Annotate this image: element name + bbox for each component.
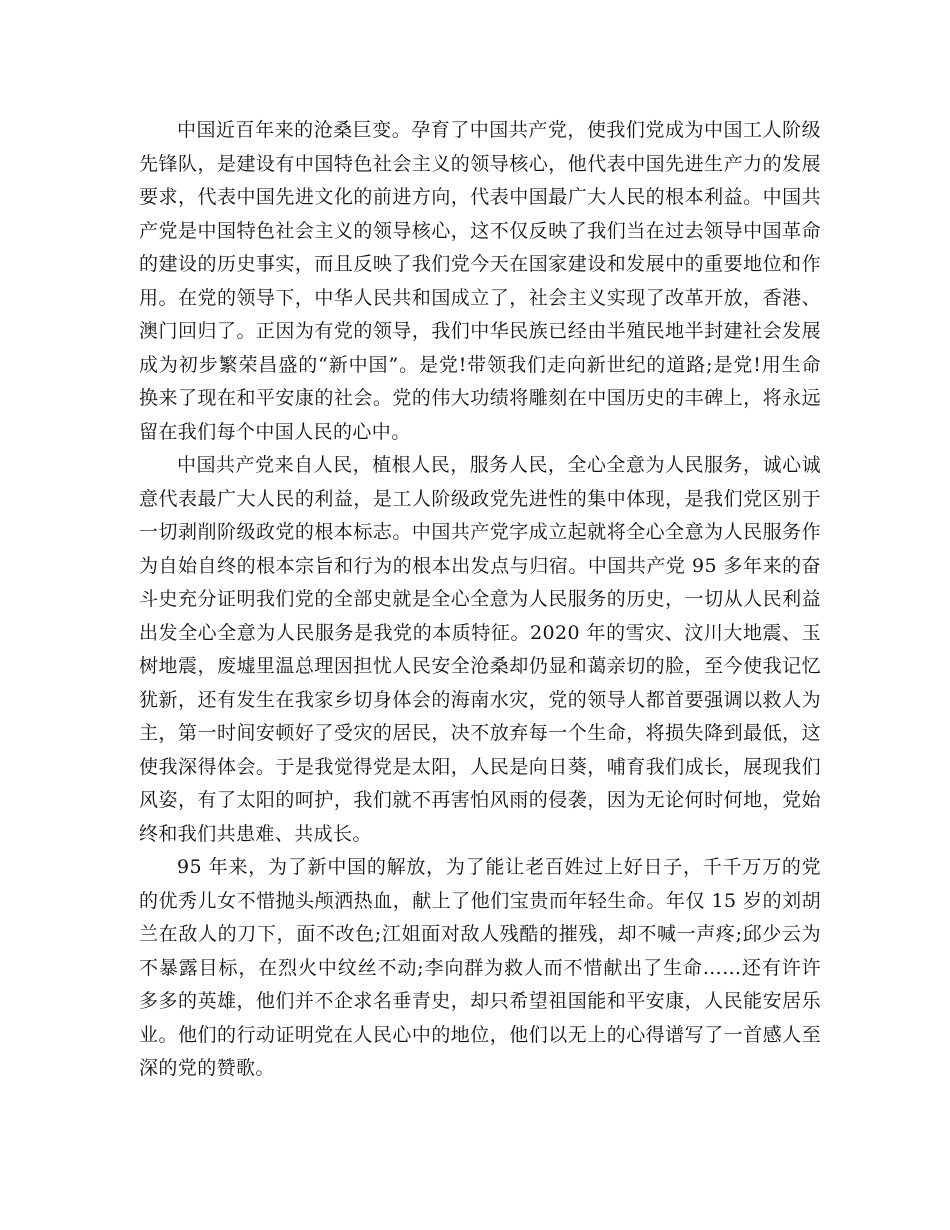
paragraph-3: 95 年来，为了新中国的解放，为了能让老百姓过上好日子，千千万万的党的优秀儿女不惜抛头颅洒热血，献上了他们宝贵而年轻生命。年仅 15 岁的刘胡兰在敌人的刀下，面不改色;江姐面对敌人残酷的摧残，却不喊一声疼;邱少云为不暴露目标，在烈火中纹丝不动;李向群为救人而不惜献出了生命……还有许许多多的英雄，他们并不企求名垂青史，却只希望祖国能和平安康，人民能安居乐业。他们的行动证明党在人民心中的地位，他们以无上的心得谱写了一首感人至深的党的赞歌。: [139, 856, 821, 1079]
paragraph-1: 中国近百年来的沧桑巨变。孕育了中国共产党，使我们党成为中国工人阶级先锋队，是建设有中国特色社会主义的领导核心，他代表中国先进生产力的发展要求，代表中国先进文化的前进方向，代表中国最广大人民的根本利益。中国共产党是中国特色社会主义的领导核心，这不仅反映了我们当在过去领导中国革命的建设的历史事实，而且反映了我们党今天在国家建设和发展中的重要地位和作用。在党的领导下，中华人民共和国成立了，社会主义实现了改革开放，香港、澳门回归了。正因为有党的领导，我们中华民族已经由半殖民地半封建社会发展成为初步繁荣昌盛的“新中国”。是党!带领我们走向新世纪的道路;是党!用生命换来了现在和平安康的社会。党的伟大功绩将雕刻在中国历史的丰碑上，将永远留在我们每个中国人民的心中。: [139, 119, 821, 443]
document-body: [139, 114, 821, 1086]
paragraph-2: 中国共产党来自人民，植根人民，服务人民，全心全意为人民服务，诚心诚意代表最广大人民的利益，是工人阶级政党先进性的集中体现，是我们党区别于一切剥削阶级政党的根本标志。中国共产党字成立起就将全心全意为人民服务作为自始自终的根本宗旨和行为的根本出发点与归宿。中国共产党 95 多年来的奋斗史充分证明我们党的全部史就是全心全意为人民服务的历史，一切从人民利益出发全心全意为人民服务是我党的本质特征。2020 年的雪灾、汶川大地震、玉树地震，废墟里温总理因担忧人民安全沧桑却仍显和蔼亲切的脸，至今使我记忆犹新，还有发生在我家乡切身体会的海南水灾，党的领导人都首要强调以救人为主，第一时间安顿好了受灾的居民，决不放弃每一个生命，将损失降到最低，这使我深得体会。于是我觉得党是太阳，人民是向日葵，哺育我们成长，展现我们风姿，有了太阳的呵护，我们就不再害怕风雨的侵袭，因为无论何时何地，党始终和我们共患难、共成长。: [139, 454, 821, 845]
